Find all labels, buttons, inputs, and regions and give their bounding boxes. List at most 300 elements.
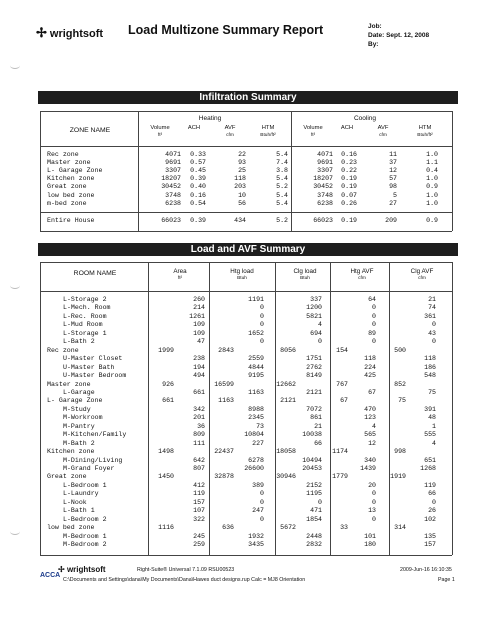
column-header-unit: cfm (418, 276, 426, 281)
cell-value: 470 (364, 405, 376, 413)
cell-value: 22 (238, 151, 246, 158)
column-header (248, 125, 288, 139)
report-title: Load Multizone Summary Report (128, 23, 324, 37)
cell-value: 12662 (276, 380, 296, 388)
cell-value: 2121 (280, 397, 296, 405)
cell-value: 0 (372, 321, 376, 329)
room-row (47, 296, 447, 304)
cell-value: 1652 (248, 329, 264, 337)
infiltration-row (47, 192, 447, 200)
column-header (363, 125, 403, 139)
column-header-unit: Btuh (300, 276, 310, 281)
cell-value: 0 (260, 321, 264, 329)
room-name: Rec zone (47, 346, 79, 354)
room-name: L-Nook (63, 498, 87, 506)
cell-value: 337 (310, 296, 322, 303)
cell-value: 13 (368, 507, 376, 515)
cell-value: 93 (238, 159, 246, 167)
punch-hole (10, 62, 20, 69)
wrightsoft-logo-icon: ✢ (36, 25, 47, 40)
cell-value: 1999 (158, 346, 174, 354)
cell-value: 75 (398, 397, 406, 405)
cell-value: 20453 (302, 465, 322, 472)
cell-value: 5.4 (276, 151, 288, 158)
column-header-unit: cfm (379, 133, 387, 138)
room-name: M-Dining/Living (63, 456, 123, 464)
cell-value: 471 (310, 507, 322, 515)
cell-value: 2559 (248, 355, 264, 363)
cell-value: 1498 (158, 448, 174, 456)
cell-value: 1163 (218, 397, 234, 405)
cell-value: 0.40 (190, 183, 206, 191)
cell-value: 2832 (306, 541, 322, 549)
cell-value: 0 (432, 338, 436, 346)
cell-value: 16599 (214, 380, 234, 388)
cell-value: 118 (234, 175, 246, 183)
zone-total-row (47, 397, 447, 405)
zone-name: low bed zone (47, 191, 95, 199)
column-header-unit: ft³ (157, 133, 163, 138)
room-row (47, 440, 447, 448)
cell-value: 4844 (248, 363, 264, 371)
cell-value: 1195 (306, 490, 322, 498)
cell-value: 10038 (302, 431, 322, 439)
date-label: Date: (368, 32, 385, 39)
cell-value: 1450 (158, 473, 174, 481)
cell-value: 0 (372, 304, 376, 312)
cell-value: 6278 (248, 456, 264, 464)
cell-value: 18207 (161, 175, 181, 183)
cell-value: 1268 (420, 465, 436, 472)
cell-value: 0.22 (341, 167, 357, 175)
logo-text: wrightsoft (49, 28, 104, 40)
column-header-label: AVF (377, 125, 389, 131)
room-name: M-Bath 2 (63, 439, 95, 447)
header-divider (40, 146, 452, 147)
footer-logo (58, 565, 106, 574)
cell-value: 3748 (165, 191, 181, 199)
punch-hole (10, 282, 20, 289)
cell-value: 434 (234, 217, 246, 224)
cell-value: 118 (364, 355, 376, 363)
cell-value: 5 (393, 191, 397, 199)
room-name: L-Storage 1 (63, 329, 107, 337)
zone-total-row (47, 473, 447, 481)
cell-value: 66023 (313, 217, 333, 224)
cell-value: 425 (364, 372, 376, 380)
cell-value: 0.23 (341, 159, 357, 167)
cell-value: 7072 (306, 405, 322, 413)
room-row (47, 516, 447, 524)
cell-value: 4 (432, 439, 436, 447)
cell-value: 22437 (214, 448, 234, 456)
room-row (47, 364, 447, 372)
cell-value: 118 (424, 355, 436, 363)
zone-name-header: ZONE NAME (69, 127, 111, 134)
cell-value: 48 (428, 414, 436, 422)
column-header (210, 125, 250, 139)
room-name: L-Bath 1 (63, 507, 95, 515)
cell-value: 0 (260, 338, 264, 346)
cell-value: 3435 (248, 541, 264, 549)
room-name: L-Mud Room (63, 321, 103, 329)
cell-value: 0.16 (190, 191, 206, 199)
cell-value: 180 (364, 541, 376, 549)
room-name: U-Master Bath (63, 363, 115, 371)
zone-total-row (47, 381, 447, 389)
cell-value: 0.19 (341, 217, 357, 224)
cell-value: 0 (260, 515, 264, 523)
cell-value: 5821 (306, 312, 322, 320)
cell-value: 66023 (161, 217, 181, 224)
room-name: Great zone (47, 473, 87, 481)
room-row (47, 465, 447, 473)
column-header-label: Clg AVF (410, 268, 434, 275)
column-header-unit: Btuh (237, 276, 247, 281)
cooling-group-header: Cooling (353, 115, 377, 122)
cell-value: 0 (432, 321, 436, 329)
cell-value: 10494 (302, 456, 322, 464)
infiltration-row (47, 183, 447, 191)
table-border-right (452, 262, 453, 555)
table-border-bottom (40, 231, 452, 232)
cell-value: 340 (364, 456, 376, 464)
cell-value: 238 (193, 355, 205, 363)
cell-value: 555 (424, 431, 436, 439)
room-row (47, 330, 447, 338)
room-name: L-Laundry (63, 490, 99, 498)
cell-value: 0 (318, 498, 322, 506)
cell-value: 11 (389, 151, 397, 158)
cell-value: 214 (193, 304, 205, 312)
room-name: M-Bedroom 2 (63, 541, 107, 549)
cell-value: 119 (193, 490, 205, 498)
cell-value: 56 (238, 199, 246, 207)
cell-value: 107 (193, 507, 205, 515)
cell-value: 5.2 (276, 217, 288, 224)
cell-value: 32878 (214, 473, 234, 481)
column-header (158, 268, 202, 282)
zone-total-row (47, 347, 447, 355)
room-row (47, 304, 447, 312)
cell-value: 636 (222, 524, 234, 532)
zone-name: m-bed zone (47, 199, 87, 207)
cell-value: 661 (162, 397, 174, 405)
cell-value: 0.9 (426, 217, 438, 224)
column-header-unit: ft² (177, 276, 183, 281)
room-name: L- Garage Zone (47, 397, 103, 405)
cell-value: 1261 (189, 312, 205, 320)
report-meta (368, 22, 429, 49)
cell-value: 2152 (306, 481, 322, 489)
cell-value: 342 (193, 405, 205, 413)
cell-value: 642 (193, 456, 205, 464)
cell-value: 1779 (332, 473, 348, 481)
zone-total-row (47, 524, 447, 532)
cell-value: 412 (193, 481, 205, 489)
cell-value: 260 (193, 296, 205, 303)
cell-value: 500 (394, 346, 406, 354)
punch-hole (10, 528, 20, 535)
room-row (47, 457, 447, 465)
cell-value: 361 (424, 312, 436, 320)
footer-logo-text: wrightsoft (66, 565, 106, 574)
room-row (47, 541, 447, 549)
column-header-label: Htg AVF (350, 268, 374, 275)
heating-group-header: Heating (198, 115, 222, 122)
cell-value: 26 (428, 507, 436, 515)
cell-value: 1.1 (426, 159, 438, 167)
cell-value: 37 (389, 159, 397, 167)
cell-value: 10804 (244, 431, 264, 439)
cell-value: 26600 (244, 465, 264, 472)
column-header-label: Clg load (293, 268, 317, 275)
cell-value: 30452 (313, 183, 333, 191)
room-row (47, 338, 447, 346)
cell-value: 224 (364, 363, 376, 371)
infiltration-row (47, 151, 447, 159)
cell-value: 98 (389, 183, 397, 191)
room-name: L-Bedroom 2 (63, 515, 107, 523)
cell-value: 1751 (306, 355, 322, 363)
cell-value: 30946 (276, 473, 296, 481)
cell-value: 1.0 (426, 151, 438, 158)
cell-value: 154 (336, 346, 348, 354)
cell-value: 4071 (165, 151, 181, 158)
cell-value: 548 (424, 372, 436, 380)
cell-value: 8149 (306, 372, 322, 380)
table-border-top (40, 111, 452, 112)
room-name: M-Kitchen/Family (63, 431, 127, 439)
footer-product: Right-Suite® Universal 7.1.09 RSU00523 (137, 567, 235, 573)
cell-value: 0.19 (341, 175, 357, 183)
cell-value: 0 (318, 338, 322, 346)
column-header (174, 125, 214, 132)
cell-value: 0 (260, 312, 264, 320)
cell-value: 30452 (161, 183, 181, 191)
cell-value: 1116 (158, 524, 174, 532)
cell-value: 6238 (165, 199, 181, 207)
cell-value: 9195 (248, 372, 264, 380)
cell-value: 0.57 (190, 159, 206, 167)
room-name: L-Bedroom 1 (63, 481, 107, 489)
room-name: M-Workroom (63, 414, 103, 422)
cell-value: 74 (428, 304, 436, 312)
cell-value: 7.4 (276, 159, 288, 167)
cell-value: 64 (368, 296, 376, 303)
cell-value: 767 (336, 380, 348, 388)
cell-value: 2762 (306, 363, 322, 371)
cell-value: 1.0 (426, 175, 438, 183)
cell-value: 0 (372, 490, 376, 498)
cell-value: 135 (424, 532, 436, 540)
column-header-unit: Btuh/ft² (260, 133, 276, 138)
cell-value: 0.39 (190, 175, 206, 183)
room-row (47, 313, 447, 321)
cell-value: 1.0 (426, 199, 438, 207)
cell-value: 0 (372, 515, 376, 523)
cell-value: 1163 (248, 388, 264, 396)
cell-value: 66 (314, 439, 322, 447)
cell-value: 3307 (165, 167, 181, 175)
cell-value: 0.45 (190, 167, 206, 175)
cell-value: 43 (428, 329, 436, 337)
cell-value: 66 (428, 490, 436, 498)
room-row (47, 321, 447, 329)
column-header-label: Htg load (230, 268, 254, 275)
cell-value: 203 (234, 183, 246, 191)
cell-value: 1932 (248, 532, 264, 540)
load-avf-summary-band: Load and AVF Summary (38, 243, 458, 256)
cell-value: 3748 (317, 191, 333, 199)
room-row (47, 406, 447, 414)
cell-value: 101 (364, 532, 376, 540)
cell-value: 259 (193, 541, 205, 549)
cell-value: 186 (424, 363, 436, 371)
table-border-left (40, 111, 41, 231)
acca-logo: ACCA (40, 572, 61, 579)
room-name-header: ROOM NAME (73, 270, 117, 277)
cell-value: 21 (314, 422, 322, 430)
room-name: L-Storage 2 (63, 296, 107, 303)
cell-value: 926 (162, 380, 174, 388)
room-name: M-Pantry (63, 422, 95, 430)
cell-value: 494 (193, 372, 205, 380)
cell-value: 809 (193, 431, 205, 439)
cell-value: 0.9 (426, 183, 438, 191)
column-header-label: HTM (418, 125, 432, 131)
cell-value: 0 (260, 490, 264, 498)
cell-value: 5.4 (276, 175, 288, 183)
column-header (220, 268, 264, 282)
room-name: L-Bath 2 (63, 338, 95, 346)
cell-value: 1439 (360, 465, 376, 472)
cell-value: 20 (368, 481, 376, 489)
cell-value: 1854 (306, 515, 322, 523)
column-header-label: Area (173, 268, 187, 275)
infiltration-row (47, 175, 447, 183)
cell-value: 3307 (317, 167, 333, 175)
cell-value: 18207 (313, 175, 333, 183)
room-name: U-Master Closet (63, 355, 123, 363)
footer-datetime: 2009-Jun-16 16:10:35 (400, 567, 452, 573)
cell-value: 0.33 (190, 151, 206, 158)
cell-value: 89 (368, 329, 376, 337)
zone-name: Rec zone (47, 151, 79, 158)
column-header (283, 268, 327, 282)
column-header-unit: cfm (358, 276, 366, 281)
cell-value: 201 (193, 414, 205, 422)
date-value: Sept. 12, 2008 (386, 32, 430, 39)
cell-value: 18058 (276, 448, 296, 456)
cell-value: 57 (389, 175, 397, 183)
cell-value: 123 (364, 414, 376, 422)
room-row (47, 490, 447, 498)
zone-name: Entire House (47, 217, 95, 224)
date-line (368, 31, 429, 40)
room-name: low bed zone (47, 524, 95, 532)
cell-value: 25 (238, 167, 246, 175)
total-divider (40, 212, 452, 213)
cell-value: 3.8 (276, 167, 288, 175)
table-border-bottom (40, 555, 452, 556)
cell-value: 1.0 (426, 191, 438, 199)
column-header-unit: Btuh/ft² (417, 133, 433, 138)
cell-value: 4071 (317, 151, 333, 158)
cell-value: 12 (389, 167, 397, 175)
table-border-top (40, 262, 452, 263)
cell-value: 0.4 (426, 167, 438, 175)
room-row (47, 499, 447, 507)
cell-value: 119 (424, 481, 436, 489)
cell-value: 36 (197, 422, 205, 430)
infiltration-summary-band: Infiltration Summary (38, 91, 458, 104)
cell-value: 73 (256, 422, 264, 430)
cell-value: 245 (193, 532, 205, 540)
cell-value: 227 (252, 439, 264, 447)
cell-value: 1191 (248, 296, 264, 303)
cell-value: 807 (193, 465, 205, 472)
cell-value: 4 (318, 321, 322, 329)
cell-value: 2843 (218, 346, 234, 354)
cell-value: 998 (394, 448, 406, 456)
cell-value: 0 (372, 498, 376, 506)
room-name: U-Master Bedroom (63, 372, 127, 380)
infiltration-row (47, 159, 447, 167)
cell-value: 5672 (280, 524, 296, 532)
cell-value: 0 (260, 498, 264, 506)
zone-name: Master zone (47, 159, 91, 167)
cell-value: 694 (310, 329, 322, 337)
column-header (400, 268, 444, 282)
table-border-left (40, 262, 41, 555)
cell-value: 21 (428, 296, 436, 303)
cell-value: 4 (372, 422, 376, 430)
infiltration-row (47, 200, 447, 208)
job-label: Job: (368, 23, 382, 30)
column-header-label: AVF (224, 125, 236, 131)
cell-value: 852 (394, 380, 406, 388)
cell-value: 0.26 (341, 199, 357, 207)
column-header-label: ACH (187, 125, 201, 131)
cell-value: 9691 (317, 159, 333, 167)
room-row (47, 533, 447, 541)
room-name: L-Garage (63, 388, 95, 396)
column-header-label: Volume (150, 125, 170, 131)
room-name: Kitchen zone (47, 448, 95, 456)
zone-name: Great zone (47, 183, 87, 191)
cell-value: 651 (424, 456, 436, 464)
footer-path: C:\Documents and Settings\dana\My Documents\Dana\Hawes duct designs.rup Calc = MJ8 Orientation (63, 577, 306, 583)
cell-value: 9691 (165, 159, 181, 167)
cell-value: 1 (432, 422, 436, 430)
cell-value: 861 (310, 414, 322, 422)
cell-value: 391 (424, 405, 436, 413)
room-row (47, 414, 447, 422)
zone-name: L- Garage Zone (47, 167, 103, 175)
room-name: M-Study (63, 405, 91, 413)
column-header-label: Volume (303, 125, 323, 131)
column-header-label: HTM (261, 125, 275, 131)
cell-value: 1919 (390, 473, 406, 481)
room-row (47, 372, 447, 380)
cell-value: 5.4 (276, 199, 288, 207)
cell-value: 2448 (306, 532, 322, 540)
cell-value: 12 (368, 439, 376, 447)
cell-value: 247 (252, 507, 264, 515)
room-row (47, 431, 447, 439)
cell-value: 111 (193, 439, 205, 447)
